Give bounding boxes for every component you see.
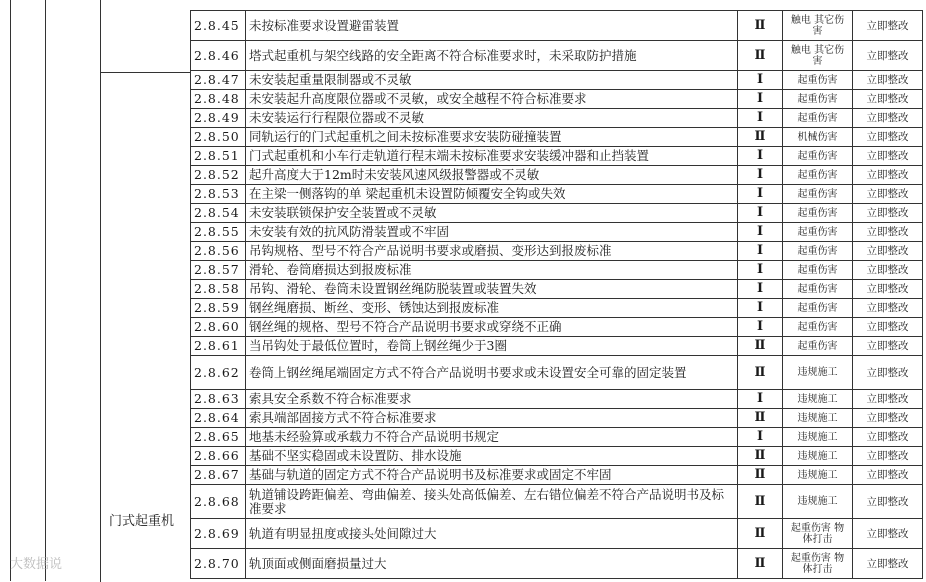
accident-type: 起重伤害 bbox=[783, 147, 853, 166]
table-row bbox=[191, 485, 923, 519]
item-description: 轨道有明显扭度或接头处间隙过大 bbox=[246, 519, 738, 549]
accident-type: 触电 其它伤害 bbox=[783, 11, 853, 41]
accident-type: 起重伤害 bbox=[783, 90, 853, 109]
table-row bbox=[191, 549, 923, 579]
item-description: 同轨运行的门式起重机之间未按标准要求安装防碰撞装置 bbox=[246, 128, 738, 147]
item-code: 2.8.70 bbox=[191, 549, 246, 579]
hazard-level: Ⅱ bbox=[738, 466, 783, 485]
item-code: 2.8.45 bbox=[191, 11, 246, 41]
item-code: 2.8.66 bbox=[191, 447, 246, 466]
item-description: 吊钩规格、型号不符合产品说明书要求或磨损、变形达到报废标准 bbox=[246, 242, 738, 261]
hazard-level: Ⅰ bbox=[738, 428, 783, 447]
item-description: 塔式起重机与架空线路的安全距离不符合标准要求时，未采取防护措施 bbox=[246, 41, 738, 71]
hazard-level: Ⅰ bbox=[738, 390, 783, 409]
rectification-action: 立即整改 bbox=[853, 337, 923, 356]
accident-type: 起重伤害 bbox=[783, 109, 853, 128]
item-code: 2.8.48 bbox=[191, 90, 246, 109]
hazard-level: Ⅱ bbox=[738, 409, 783, 428]
item-description: 索具安全系数不符合标准要求 bbox=[246, 390, 738, 409]
rectification-action: 立即整改 bbox=[853, 428, 923, 447]
item-code: 2.8.53 bbox=[191, 185, 246, 204]
item-code: 2.8.51 bbox=[191, 147, 246, 166]
rectification-action: 立即整改 bbox=[853, 447, 923, 466]
accident-type: 起重伤害 bbox=[783, 280, 853, 299]
accident-type: 起重伤害 bbox=[783, 185, 853, 204]
rectification-action: 立即整改 bbox=[853, 409, 923, 428]
hazard-level: Ⅱ bbox=[738, 41, 783, 71]
accident-type: 起重伤害 bbox=[783, 223, 853, 242]
accident-type: 违规施工 bbox=[783, 428, 853, 447]
rectification-action: 立即整改 bbox=[853, 466, 923, 485]
accident-type: 起重伤害 bbox=[783, 166, 853, 185]
item-code: 2.8.46 bbox=[191, 41, 246, 71]
rectification-action: 立即整改 bbox=[853, 261, 923, 280]
hazard-level: Ⅱ bbox=[738, 128, 783, 147]
table-row bbox=[191, 147, 923, 166]
item-description: 滑轮、卷筒磨损达到报废标准 bbox=[246, 261, 738, 280]
table-row bbox=[191, 90, 923, 109]
item-code: 2.8.47 bbox=[191, 71, 246, 90]
item-description: 吊钩、滑轮、卷筒未设置钢丝绳防脱装置或装置失效 bbox=[246, 280, 738, 299]
accident-type: 起重伤害 bbox=[783, 261, 853, 280]
hazard-level: Ⅰ bbox=[738, 185, 783, 204]
hazard-level: Ⅰ bbox=[738, 90, 783, 109]
item-description: 未安装起重量限制器或不灵敏 bbox=[246, 71, 738, 90]
hazard-level: Ⅱ bbox=[738, 11, 783, 41]
hazard-level: Ⅱ bbox=[738, 485, 783, 519]
accident-type: 起重伤害 物体打击 bbox=[783, 519, 853, 549]
table-row bbox=[191, 204, 923, 223]
table-border-left bbox=[10, 0, 11, 581]
item-description: 门式起重机和小车行走轨道行程末端未按标准要求安装缓冲器和止挡装置 bbox=[246, 147, 738, 166]
table-row bbox=[191, 466, 923, 485]
rectification-action: 立即整改 bbox=[853, 166, 923, 185]
table-row bbox=[191, 109, 923, 128]
accident-type: 违规施工 bbox=[783, 447, 853, 466]
accident-type: 触电 其它伤害 bbox=[783, 41, 853, 71]
category-label: 门式起重机 bbox=[109, 514, 175, 529]
item-description: 索具端部固接方式不符合标准要求 bbox=[246, 409, 738, 428]
hazard-level: Ⅰ bbox=[738, 242, 783, 261]
table-row bbox=[191, 356, 923, 390]
item-description: 在主梁一侧落钩的单 梁起重机未设置防倾覆安全钩或失效 bbox=[246, 185, 738, 204]
accident-type: 违规施工 bbox=[783, 390, 853, 409]
hazard-level: Ⅰ bbox=[738, 204, 783, 223]
table-row bbox=[191, 261, 923, 280]
item-code: 2.8.57 bbox=[191, 261, 246, 280]
hazard-level: Ⅱ bbox=[738, 519, 783, 549]
rectification-action: 立即整改 bbox=[853, 318, 923, 337]
table-row bbox=[191, 447, 923, 466]
table-row bbox=[191, 409, 923, 428]
hazard-level: Ⅰ bbox=[738, 71, 783, 90]
rectification-action: 立即整改 bbox=[853, 549, 923, 579]
rectification-action: 立即整改 bbox=[853, 90, 923, 109]
table-row bbox=[191, 242, 923, 261]
rectification-action: 立即整改 bbox=[853, 11, 923, 41]
item-code: 2.8.65 bbox=[191, 428, 246, 447]
hazard-level: Ⅰ bbox=[738, 299, 783, 318]
hazard-level: Ⅰ bbox=[738, 166, 783, 185]
item-code: 2.8.63 bbox=[191, 390, 246, 409]
table-row bbox=[191, 11, 923, 41]
hazard-level: Ⅱ bbox=[738, 356, 783, 390]
accident-type: 起重伤害 bbox=[783, 299, 853, 318]
item-code: 2.8.56 bbox=[191, 242, 246, 261]
accident-type: 起重伤害 bbox=[783, 242, 853, 261]
accident-type: 违规施工 bbox=[783, 356, 853, 390]
table-row bbox=[191, 128, 923, 147]
table-row bbox=[191, 41, 923, 71]
hazard-level: Ⅰ bbox=[738, 280, 783, 299]
item-description: 未安装有效的抗风防滑装置或不牢固 bbox=[246, 223, 738, 242]
accident-type: 起重伤害 物体打击 bbox=[783, 549, 853, 579]
table-row bbox=[191, 185, 923, 204]
item-code: 2.8.69 bbox=[191, 519, 246, 549]
item-description: 轨顶面或侧面磨损量过大 bbox=[246, 549, 738, 579]
rectification-action: 立即整改 bbox=[853, 356, 923, 390]
rectification-action: 立即整改 bbox=[853, 185, 923, 204]
hazard-level: Ⅰ bbox=[738, 147, 783, 166]
item-description: 未按标准要求设置避雷装置 bbox=[246, 11, 738, 41]
table-border-col1 bbox=[45, 0, 46, 581]
accident-type: 违规施工 bbox=[783, 485, 853, 519]
rectification-action: 立即整改 bbox=[853, 242, 923, 261]
item-code: 2.8.49 bbox=[191, 109, 246, 128]
category-cell bbox=[100, 72, 191, 582]
table-row bbox=[191, 299, 923, 318]
watermark-logo: 大数据说 bbox=[10, 557, 63, 572]
rectification-action: 立即整改 bbox=[853, 299, 923, 318]
rectification-action: 立即整改 bbox=[853, 128, 923, 147]
item-description: 卷筒上钢丝绳尾端固定方式不符合产品说明书要求或未设置安全可靠的固定装置 bbox=[246, 356, 738, 390]
rectification-action: 立即整改 bbox=[853, 109, 923, 128]
hazard-level: Ⅰ bbox=[738, 261, 783, 280]
item-code: 2.8.60 bbox=[191, 318, 246, 337]
item-description: 基础与轨道的固定方式不符合产品说明书及标准要求或固定不牢固 bbox=[246, 466, 738, 485]
table-row bbox=[191, 223, 923, 242]
item-description: 未安装联锁保护安全装置或不灵敏 bbox=[246, 204, 738, 223]
item-description: 当吊钩处于最低位置时，卷筒上钢丝绳少于3圈 bbox=[246, 337, 738, 356]
item-code: 2.8.59 bbox=[191, 299, 246, 318]
accident-type: 机械伤害 bbox=[783, 128, 853, 147]
item-code: 2.8.61 bbox=[191, 337, 246, 356]
accident-type: 违规施工 bbox=[783, 409, 853, 428]
item-description: 基础不坚实稳固或未设置防、排水设施 bbox=[246, 447, 738, 466]
hazard-level: Ⅰ bbox=[738, 318, 783, 337]
table-row bbox=[191, 519, 923, 549]
table-row bbox=[191, 318, 923, 337]
table-row bbox=[191, 337, 923, 356]
item-description: 钢丝绳的规格、型号不符合产品说明书要求或穿绕不正确 bbox=[246, 318, 738, 337]
item-description: 未安装运行行程限位器或不灵敏 bbox=[246, 109, 738, 128]
accident-type: 起重伤害 bbox=[783, 318, 853, 337]
item-description: 地基未经验算或承载力不符合产品说明书规定 bbox=[246, 428, 738, 447]
item-code: 2.8.67 bbox=[191, 466, 246, 485]
rectification-action: 立即整改 bbox=[853, 147, 923, 166]
table-row bbox=[191, 428, 923, 447]
rectification-action: 立即整改 bbox=[853, 390, 923, 409]
hazard-level: Ⅱ bbox=[738, 337, 783, 356]
hazard-level: Ⅰ bbox=[738, 223, 783, 242]
item-description: 起升高度大于12m时未安装风速风级报警器或不灵敏 bbox=[246, 166, 738, 185]
accident-type: 违规施工 bbox=[783, 466, 853, 485]
hazard-level: Ⅰ bbox=[738, 109, 783, 128]
rectification-action: 立即整改 bbox=[853, 223, 923, 242]
rectification-action: 立即整改 bbox=[853, 71, 923, 90]
item-code: 2.8.68 bbox=[191, 485, 246, 519]
rectification-action: 立即整改 bbox=[853, 41, 923, 71]
hazard-level: Ⅱ bbox=[738, 549, 783, 579]
accident-type: 起重伤害 bbox=[783, 337, 853, 356]
table-row bbox=[191, 71, 923, 90]
table-row bbox=[191, 166, 923, 185]
accident-type: 起重伤害 bbox=[783, 204, 853, 223]
rectification-action: 立即整改 bbox=[853, 280, 923, 299]
rectification-action: 立即整改 bbox=[853, 485, 923, 519]
item-description: 未安装起升高度限位器或不灵敏，或安全越程不符合标准要求 bbox=[246, 90, 738, 109]
hazard-level: Ⅱ bbox=[738, 447, 783, 466]
table-row bbox=[191, 280, 923, 299]
item-code: 2.8.50 bbox=[191, 128, 246, 147]
rectification-action: 立即整改 bbox=[853, 519, 923, 549]
rectification-action: 立即整改 bbox=[853, 204, 923, 223]
item-code: 2.8.64 bbox=[191, 409, 246, 428]
item-description: 钢丝绳磨损、断丝、变形、锈蚀达到报废标准 bbox=[246, 299, 738, 318]
item-code: 2.8.54 bbox=[191, 204, 246, 223]
item-code: 2.8.58 bbox=[191, 280, 246, 299]
item-code: 2.8.55 bbox=[191, 223, 246, 242]
item-code: 2.8.52 bbox=[191, 166, 246, 185]
accident-type: 起重伤害 bbox=[783, 71, 853, 90]
item-code: 2.8.62 bbox=[191, 356, 246, 390]
hazard-table bbox=[190, 10, 923, 579]
table-row bbox=[191, 390, 923, 409]
item-description: 轨道铺设跨距偏差、弯曲偏差、接头处高低偏差、左右错位偏差不符合产品说明书及标准要求 bbox=[246, 485, 738, 519]
